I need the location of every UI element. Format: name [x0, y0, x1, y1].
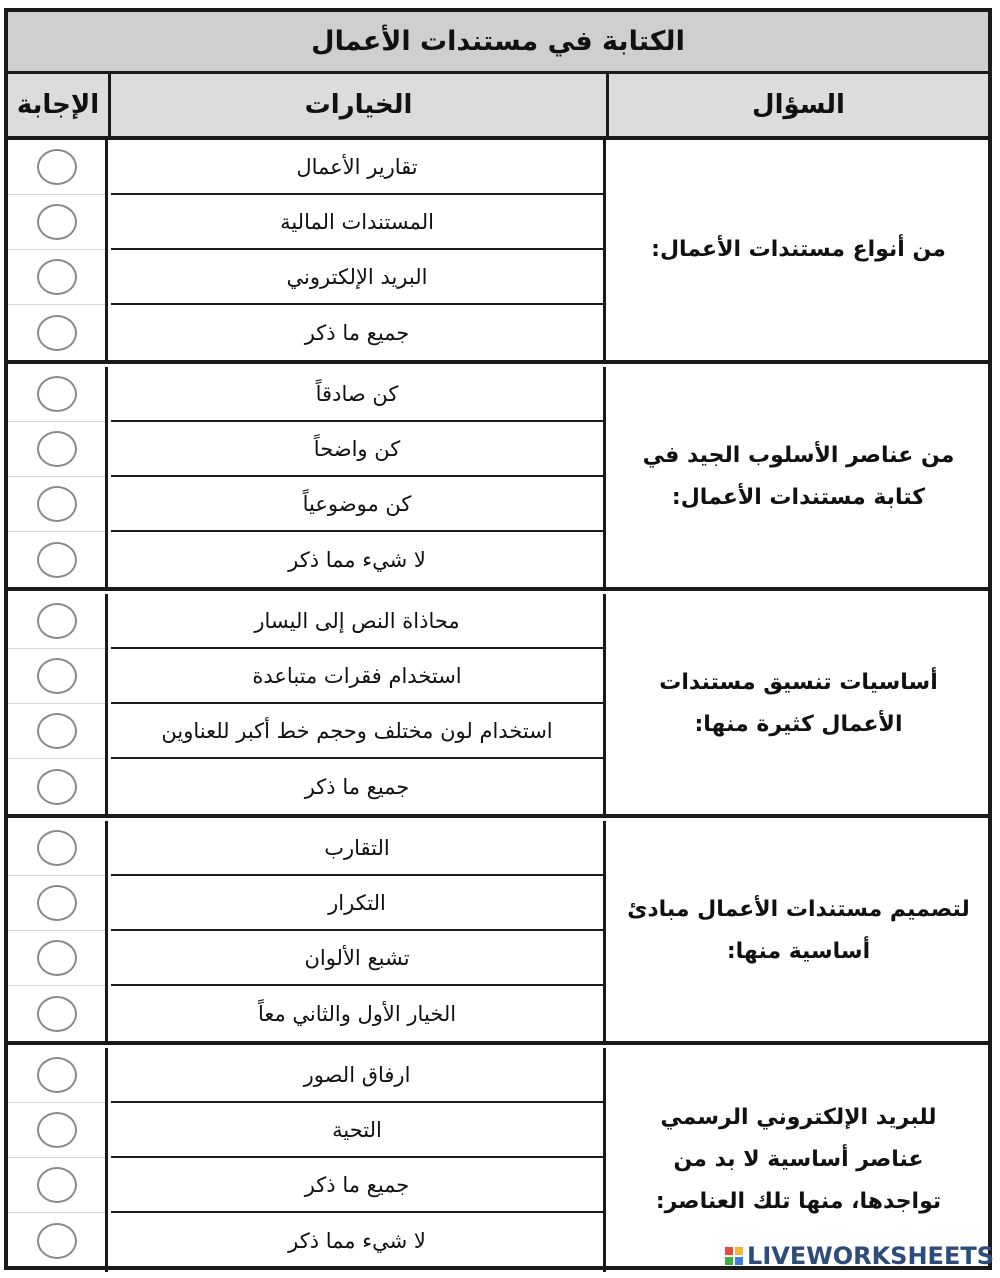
- answer-radio[interactable]: [37, 259, 77, 295]
- option-text: المستندات المالية: [111, 195, 603, 250]
- answer-radio[interactable]: [37, 149, 77, 185]
- question-block-2: [8, 367, 988, 591]
- answer-column: [8, 821, 108, 1041]
- option-text: محاذاة النص إلى اليسار: [111, 594, 603, 649]
- option-text: التكرار: [111, 876, 603, 931]
- answer-radio[interactable]: [37, 603, 77, 639]
- option-text: كن صادقاً: [111, 367, 603, 422]
- question-text: أساسيات تنسيق مستندات الأعمال كثيرة منها:: [659, 670, 938, 737]
- answer-radio[interactable]: [37, 315, 77, 351]
- answer-radio[interactable]: [37, 431, 77, 467]
- option-text: لا شيء مما ذكر: [288, 1228, 426, 1253]
- question-block-3: [8, 594, 988, 818]
- answer-column: [8, 1048, 108, 1272]
- option-text: الخيار الأول والثاني معاً: [257, 1001, 457, 1026]
- question-block-5: [8, 1048, 988, 1272]
- options-column: [111, 1048, 606, 1272]
- option-text: جميع ما ذكر: [111, 1158, 603, 1213]
- option-text: تقارير الأعمال: [111, 140, 603, 195]
- option-text: التحية: [111, 1103, 603, 1158]
- option-text: استخدام لون مختلف وحجم خط أكبر للعناوين: [111, 704, 603, 759]
- answer-column: [8, 140, 108, 360]
- answer-radio[interactable]: [37, 830, 77, 866]
- question-column-header: السؤال: [752, 90, 845, 120]
- table-header-row: [8, 74, 988, 140]
- options-column-header: الخيارات: [111, 74, 609, 136]
- answer-column: [8, 367, 108, 587]
- question-text: للبريد الإلكتروني الرسمي عناصر أساسية لا بد من تواجدها، منها تلك العناصر:: [655, 1105, 942, 1214]
- option-text: البريد الإلكتروني: [111, 250, 603, 305]
- options-column: [111, 821, 606, 1041]
- answer-radio[interactable]: [37, 542, 77, 578]
- worksheet-table: [4, 8, 992, 1270]
- answer-radio[interactable]: [37, 996, 77, 1032]
- options-column: [111, 140, 606, 360]
- answer-radio[interactable]: [37, 376, 77, 412]
- option-text: لا شيء مما ذكر: [288, 547, 426, 572]
- answer-radio[interactable]: [37, 486, 77, 522]
- answer-radio[interactable]: [37, 1167, 77, 1203]
- answer-radio[interactable]: [37, 204, 77, 240]
- option-text: ارفاق الصور: [111, 1048, 603, 1103]
- answer-column-header: الإجابة: [8, 74, 111, 136]
- answer-radio[interactable]: [37, 885, 77, 921]
- liveworksheets-watermark: [725, 1242, 994, 1270]
- option-text: كن واضحاً: [111, 422, 603, 477]
- option-text: كن موضوعياً: [111, 477, 603, 532]
- options-column: [111, 367, 606, 587]
- option-text: جميع ما ذكر: [304, 774, 410, 799]
- answer-radio[interactable]: [37, 658, 77, 694]
- answer-radio[interactable]: [37, 1223, 77, 1259]
- watermark-text: LIVEWORKSHEETS: [747, 1242, 994, 1270]
- answer-radio[interactable]: [37, 769, 77, 805]
- question-text: لتصميم مستندات الأعمال مبادئ أساسية منها:: [627, 897, 970, 964]
- option-text: جميع ما ذكر: [304, 320, 410, 345]
- question-text: من أنواع مستندات الأعمال:: [651, 237, 946, 263]
- worksheet-title: الكتابة في مستندات الأعمال: [8, 12, 988, 74]
- answer-radio[interactable]: [37, 713, 77, 749]
- option-text: التقارب: [111, 821, 603, 876]
- answer-radio[interactable]: [37, 1112, 77, 1148]
- option-text: تشبع الألوان: [111, 931, 603, 986]
- answer-column: [8, 594, 108, 814]
- question-text: من عناصر الأسلوب الجيد في كتابة مستندات الأعمال:: [642, 443, 955, 510]
- option-text: استخدام فقرات متباعدة: [111, 649, 603, 704]
- question-block-4: [8, 821, 988, 1045]
- answer-radio[interactable]: [37, 940, 77, 976]
- options-column: [111, 594, 606, 814]
- question-block-1: [8, 140, 988, 364]
- answer-radio[interactable]: [37, 1057, 77, 1093]
- liveworksheets-logo-icon: [725, 1247, 743, 1265]
